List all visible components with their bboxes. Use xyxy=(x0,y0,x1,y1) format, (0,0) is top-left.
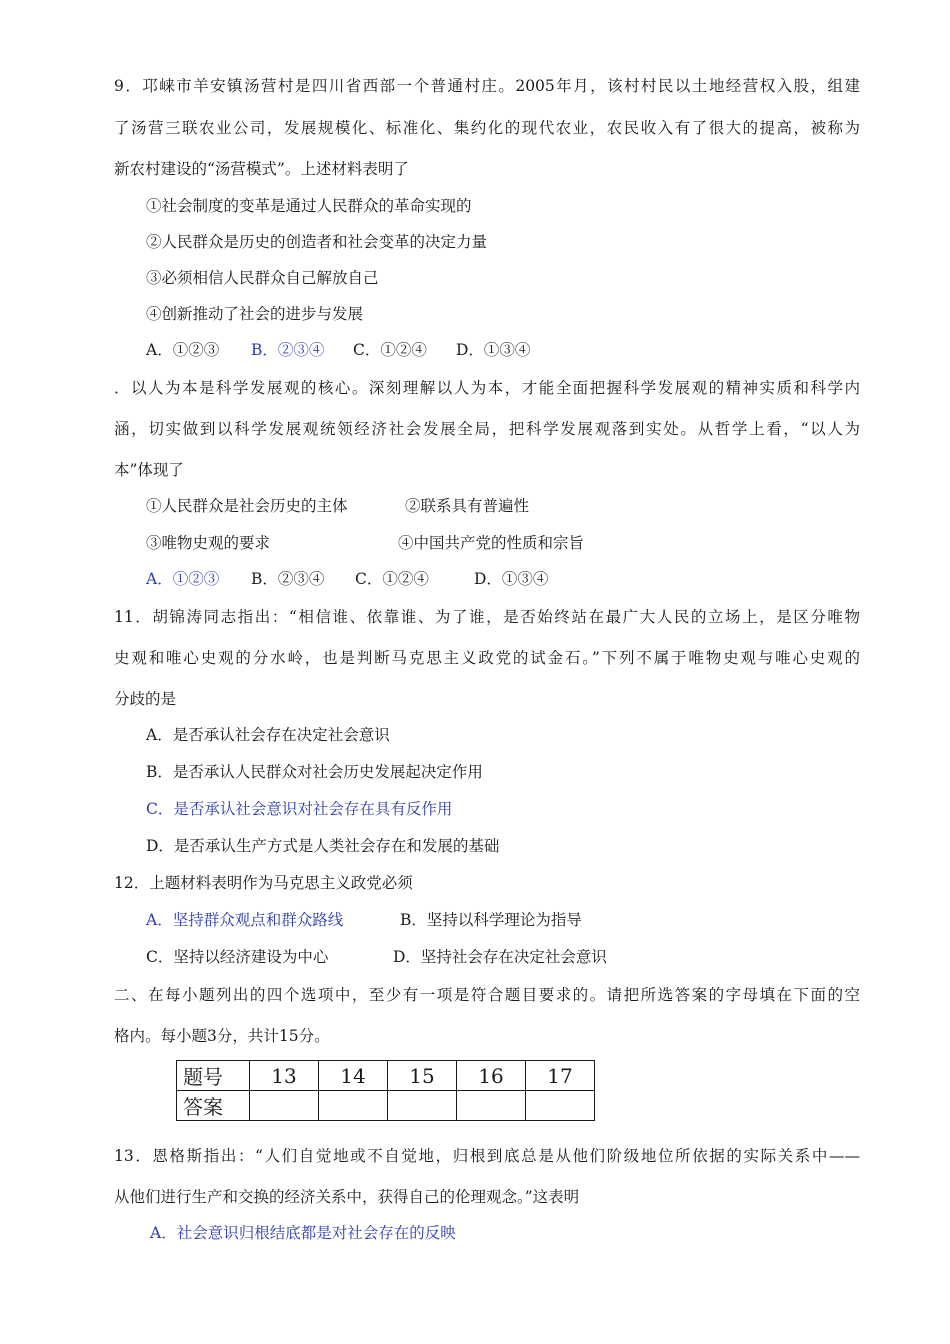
answer-cell-14[interactable] xyxy=(319,1091,388,1121)
q10-statement-2: ②联系具有普遍性 xyxy=(405,497,530,515)
question-number-14: 14 xyxy=(319,1061,388,1091)
q9-option-a: A．①②③ xyxy=(146,341,220,359)
q11-option-d: D．是否承认生产方式是人类社会存在和发展的基础 xyxy=(146,837,500,855)
question-number-17: 17 xyxy=(526,1061,595,1091)
q13-stem-line-2: 从他们进行生产和交换的经济关系中，获得自己的伦理观念。”这表明 xyxy=(114,1188,580,1206)
q9-stem-line-2: 了汤营三联农业公司，发展规模化、标准化、集约化的现代农业，农民收入有了很大的提高，被称为 xyxy=(114,119,860,137)
q11-option-a: A．是否承认社会存在决定社会意识 xyxy=(146,726,390,744)
answer-table-answer-row xyxy=(177,1091,595,1121)
question-number-label: 题号 xyxy=(177,1061,250,1091)
answer-cell-15[interactable] xyxy=(388,1091,457,1121)
q10-stem-line-2: 涵，切实做到以科学发展观统领经济社会发展全局，把科学发展观落到实处。从哲学上看，“以人为 xyxy=(114,420,860,438)
section2-instructions-line-2: 格内。每小题3分，共计15分。 xyxy=(114,1027,330,1045)
q12-option-b: B．坚持以科学理论为指导 xyxy=(400,911,582,929)
answer-cell-13[interactable] xyxy=(250,1091,319,1121)
q10-option-d: D．①③④ xyxy=(474,570,549,588)
q9-option-b: B．②③④ xyxy=(251,341,325,359)
q10-option-a: A．①②③ xyxy=(146,570,220,588)
q9-statement-2: ②人民群众是历史的创造者和社会变革的决定力量 xyxy=(146,233,488,251)
q11-stem-line-3: 分歧的是 xyxy=(114,690,177,708)
question-number-13: 13 xyxy=(250,1061,319,1091)
q12-option-d: D．坚持社会存在决定社会意识 xyxy=(393,948,607,966)
q11-stem-line-2: 史观和唯心史观的分水岭，也是判断马克思主义政党的试金石。”下列不属于唯物史观与唯心史观的 xyxy=(114,649,860,667)
q12-option-c: C．坚持以经济建设为中心 xyxy=(146,948,329,966)
q13-option-a: A．社会意识归根结底都是对社会存在的反映 xyxy=(150,1224,456,1242)
q10-option-c: C．①②④ xyxy=(355,570,429,588)
q9-statement-3: ③必须相信人民群众自己解放自己 xyxy=(146,269,379,287)
q10-stem-line-3: 本”体现了 xyxy=(114,461,184,479)
q13-stem-line-1: 13．恩格斯指出：“人们自觉地或不自觉地，归根到底总是从他们阶级地位所依据的实际关系中—— xyxy=(114,1147,860,1165)
q9-statement-4: ④创新推动了社会的进步与发展 xyxy=(146,305,364,323)
question-number-15: 15 xyxy=(388,1061,457,1091)
q9-stem-line-3: 新农村建设的“汤营模式”。上述材料表明了 xyxy=(114,160,409,178)
section2-instructions-line-1: 二、在每小题列出的四个选项中，至少有一项是符合题目要求的。请把所选答案的字母填在下面的空 xyxy=(114,986,860,1004)
q10-stem-line-1: ．以人为本是科学发展观的核心。深刻理解以人为本，才能全面把握科学发展观的精神实质和科学内 xyxy=(114,379,860,397)
answer-table-header-row xyxy=(177,1061,595,1091)
q12-stem: 12．上题材料表明作为马克思主义政党必须 xyxy=(114,874,413,892)
q9-statement-1: ①社会制度的变革是通过人民群众的革命实现的 xyxy=(146,197,472,215)
q10-statement-4: ④中国共产党的性质和宗旨 xyxy=(398,534,585,552)
answer-cell-17[interactable] xyxy=(526,1091,595,1121)
q11-stem-line-1: 11．胡锦涛同志指出：“相信谁、依靠谁、为了谁，是否始终站在最广大人民的立场上，是区分唯物 xyxy=(114,608,860,626)
q10-option-b: B．②③④ xyxy=(251,570,325,588)
q9-stem-line-1: 9．邛崃市羊安镇汤营村是四川省西部一个普通村庄。2005年月，该村村民以土地经营权入股，组建 xyxy=(114,77,860,95)
q10-statement-1: ①人民群众是社会历史的主体 xyxy=(146,497,348,515)
question-number-16: 16 xyxy=(457,1061,526,1091)
q11-option-c: C．是否承认社会意识对社会存在具有反作用 xyxy=(146,800,453,818)
q11-option-b: B．是否承认人民群众对社会历史发展起决定作用 xyxy=(146,763,483,781)
answer-cell-16[interactable] xyxy=(457,1091,526,1121)
q10-statement-3: ③唯物史观的要求 xyxy=(146,534,271,552)
q9-option-c: C．①②④ xyxy=(353,341,427,359)
answer-table xyxy=(176,1060,595,1121)
q9-option-d: D．①③④ xyxy=(456,341,531,359)
answer-label: 答案 xyxy=(177,1091,250,1121)
q12-option-a: A．坚持群众观点和群众路线 xyxy=(146,911,344,929)
